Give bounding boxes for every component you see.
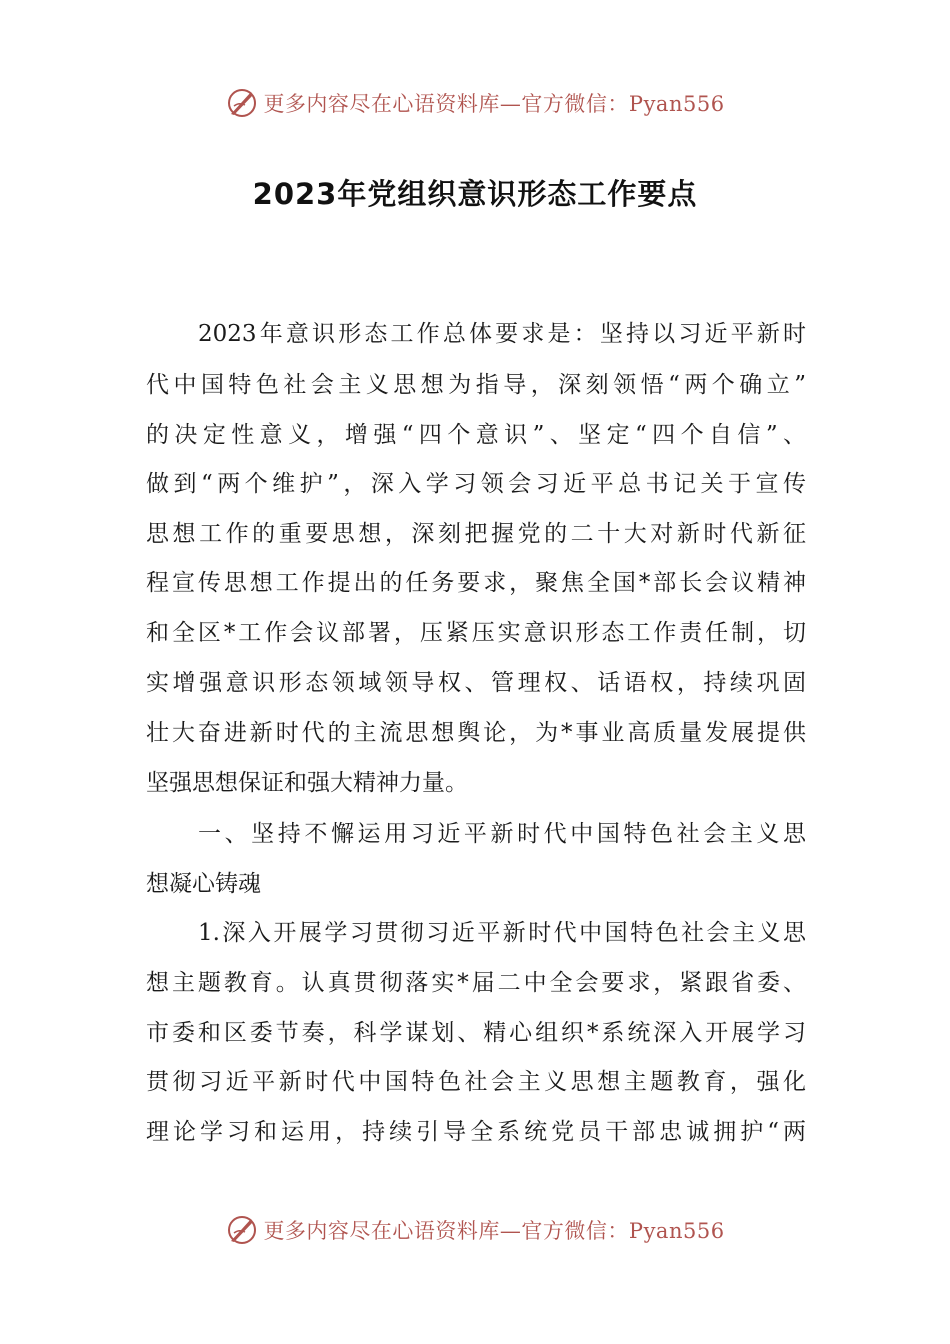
section-heading-line: 一、坚持不懈运用习近平新时代中国特色社会主义思 [198,821,806,847]
body-line: 1.深入开展学习贯彻习近平新时代中国特色社会主义思 [198,920,806,946]
watermark-text: 更多内容尽在心语资料库—官方微信：Pyan556 [263,92,725,116]
body-line: 做到“两个维护”，深入学习领会习近平总书记关于宣传 [146,471,806,497]
body-line: 想主题教育。认真贯彻落实*届二中全会要求，紧跟省委、 [146,970,806,996]
document-title: 2023年党组织意识形态工作要点 [252,177,698,211]
body-line: 思想工作的重要思想，深刻把握党的二十大对新时代新征 [146,521,806,547]
body-line: 2023年意识形态工作总体要求是：坚持以习近平新时 [198,321,806,347]
body-line: 壮大奋进新时代的主流思想舆论，为*事业高质量发展提供 [146,720,806,746]
body-line: 代中国特色社会主义思想为指导，深刻领悟“两个确立” [146,372,806,398]
quill-pen-logo-icon [225,1213,259,1247]
footer-watermark-banner [0,1208,950,1252]
body-line: 坚强思想保证和强大精神力量。 [146,770,468,796]
section-heading-line: 想凝心铸魂 [146,871,261,897]
body-line: 的决定性意义，增强“四个意识”、坚定“四个自信”、 [146,422,806,448]
header-watermark-banner [0,81,950,125]
body-line: 理论学习和运用，持续引导全系统党员干部忠诚拥护“两 [146,1119,806,1145]
body-line: 和全区*工作会议部署，压紧压实意识形态工作责任制，切 [146,620,806,646]
watermark-text: 更多内容尽在心语资料库—官方微信：Pyan556 [263,1219,725,1243]
quill-pen-logo-icon [225,86,259,120]
body-line: 市委和区委节奏，科学谋划、精心组织*系统深入开展学习 [146,1020,806,1046]
body-line: 程宣传思想工作提出的任务要求，聚焦全国*部长会议精神 [146,570,806,596]
body-line: 贯彻习近平新时代中国特色社会主义思想主题教育，强化 [146,1069,806,1095]
body-line: 实增强意识形态领域领导权、管理权、话语权，持续巩固 [146,670,806,696]
